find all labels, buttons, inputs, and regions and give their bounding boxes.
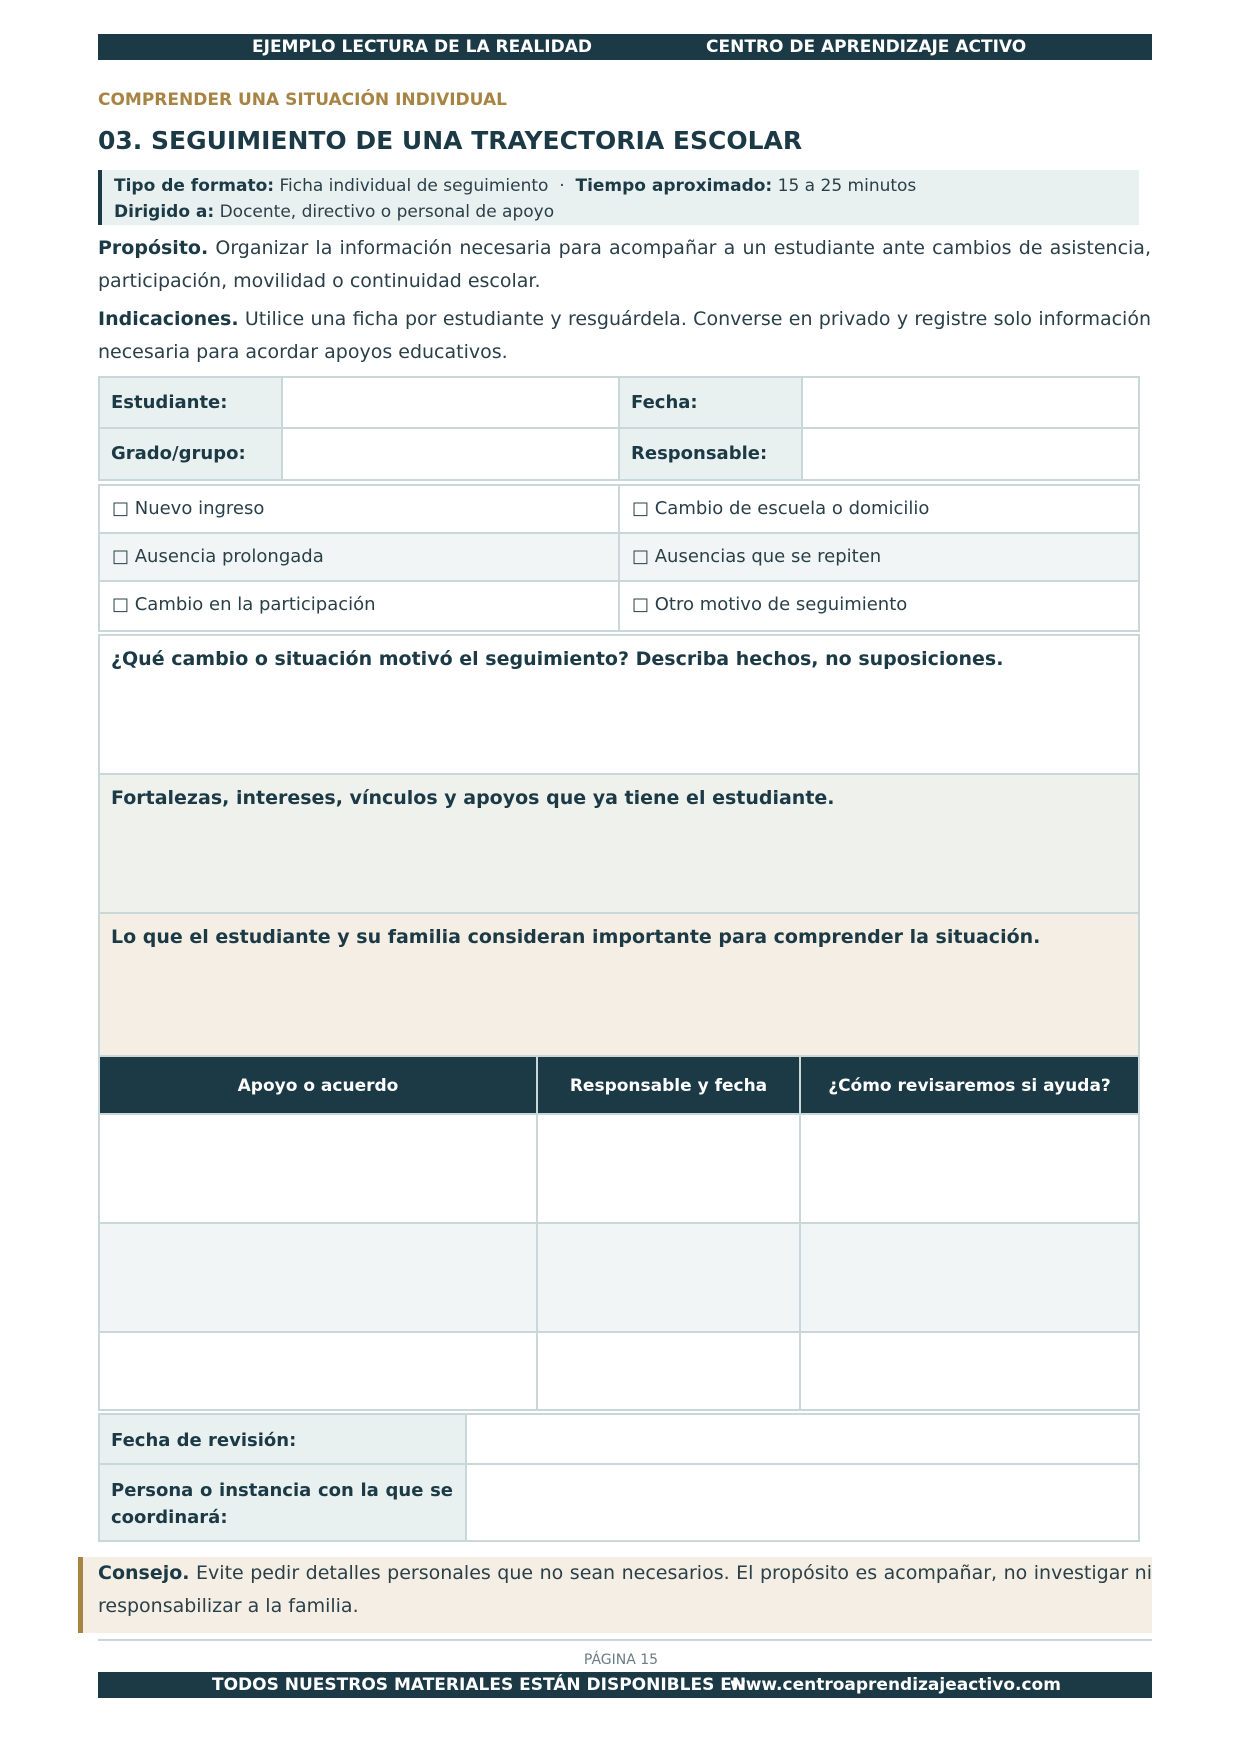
student-field[interactable] xyxy=(281,376,620,429)
audience-label: Dirigido a: xyxy=(114,202,215,222)
info-box xyxy=(98,170,1139,225)
table-cell[interactable] xyxy=(536,1331,801,1411)
table-cell[interactable] xyxy=(536,1222,801,1333)
grade-field[interactable] xyxy=(281,427,620,481)
responsible-label: Responsable: xyxy=(618,427,803,481)
review-date-label: Fecha de revisión: xyxy=(98,1413,467,1465)
tip-label: Consejo. xyxy=(98,1562,190,1584)
table-cell[interactable] xyxy=(98,1113,538,1224)
footer-website-link[interactable]: www.centroaprendizajeactivo.com xyxy=(730,1675,1061,1695)
footer-bar xyxy=(98,1672,1152,1698)
instructions-paragraph xyxy=(98,303,1151,369)
section-kicker: COMPRENDER UNA SITUACIÓN INDIVIDUAL xyxy=(98,90,507,110)
info-line-2 xyxy=(114,199,1139,225)
table-cell[interactable] xyxy=(98,1331,538,1411)
table-header-support: Apoyo o acuerdo xyxy=(98,1055,538,1115)
table-cell[interactable] xyxy=(799,1113,1140,1224)
review-date-field[interactable] xyxy=(465,1413,1140,1465)
header-left-text: EJEMPLO LECTURA DE LA REALIDAD xyxy=(252,37,592,57)
coordination-label: Persona o instancia con la que se coordinará: xyxy=(98,1463,467,1542)
time-label: Tiempo aproximado: xyxy=(575,176,773,196)
checkbox-repeated-absences[interactable]: □ Ausencias que se repiten xyxy=(618,532,1140,582)
info-line-1 xyxy=(114,173,1139,199)
checkbox-participation-change[interactable]: □ Cambio en la participación xyxy=(98,580,620,632)
checkbox-other-reason[interactable]: □ Otro motivo de seguimiento xyxy=(618,580,1140,632)
question-situation-text: ¿Qué cambio o situación motivó el seguimiento? Describa hechos, no suposiciones. xyxy=(111,648,1004,670)
footer-divider xyxy=(98,1639,1152,1641)
purpose-text: Organizar la información necesaria para acompañar a un estudiante ante cambios de asistencia, participación, movilidad o continuidad escolar. xyxy=(98,237,1151,292)
question-family-view[interactable] xyxy=(98,912,1140,1057)
tip-text: Evite pedir detalles personales que no sean necesarios. El propósito es acompañar, no investigar ni responsabilizar a la familia. xyxy=(98,1562,1153,1617)
coordination-field[interactable] xyxy=(465,1463,1140,1542)
checkbox-school-change[interactable]: □ Cambio de escuela o domicilio xyxy=(618,484,1140,534)
info-separator: · xyxy=(559,176,565,196)
question-strengths-text: Fortalezas, intereses, vínculos y apoyos que ya tiene el estudiante. xyxy=(111,787,835,809)
question-situation[interactable] xyxy=(98,634,1140,775)
header-right-text: CENTRO DE APRENDIZAJE ACTIVO xyxy=(706,37,1027,57)
table-cell[interactable] xyxy=(536,1113,801,1224)
checkbox-new-enrollment[interactable]: □ Nuevo ingreso xyxy=(98,484,620,534)
responsible-field[interactable] xyxy=(801,427,1140,481)
date-field[interactable] xyxy=(801,376,1140,429)
student-label: Estudiante: xyxy=(98,376,283,429)
tip-box xyxy=(78,1557,1152,1633)
footer-left-text: TODOS NUESTROS MATERIALES ESTÁN DISPONIBLES EN xyxy=(212,1675,747,1695)
instructions-label: Indicaciones. xyxy=(98,308,239,330)
audience-value: Docente, directivo o personal de apoyo xyxy=(219,202,555,222)
checkbox-prolonged-absence[interactable]: □ Ausencia prolongada xyxy=(98,532,620,582)
table-cell[interactable] xyxy=(799,1331,1140,1411)
format-value: Ficha individual de seguimiento xyxy=(279,176,549,196)
table-cell[interactable] xyxy=(799,1222,1140,1333)
table-header-responsible-date: Responsable y fecha xyxy=(536,1055,801,1115)
purpose-label: Propósito. xyxy=(98,237,209,259)
question-strengths[interactable] xyxy=(98,773,1140,914)
instructions-text: Utilice una ficha por estudiante y resguárdela. Converse en privado y registre solo información necesaria para acordar apoyos educativos. xyxy=(98,308,1151,363)
table-header-review: ¿Cómo revisaremos si ayuda? xyxy=(799,1055,1140,1115)
page-number: PÁGINA 15 xyxy=(583,1652,659,1668)
page-title: 03. SEGUIMIENTO DE UNA TRAYECTORIA ESCOLAR xyxy=(98,126,803,155)
purpose-paragraph xyxy=(98,232,1151,298)
time-value: 15 a 25 minutos xyxy=(777,176,917,196)
table-cell[interactable] xyxy=(98,1222,538,1333)
date-label: Fecha: xyxy=(618,376,803,429)
question-family-view-text: Lo que el estudiante y su familia consideran importante para comprender la situación. xyxy=(111,926,1041,948)
header-bar xyxy=(98,34,1152,60)
format-label: Tipo de formato: xyxy=(114,176,275,196)
grade-label: Grado/grupo: xyxy=(98,427,283,481)
